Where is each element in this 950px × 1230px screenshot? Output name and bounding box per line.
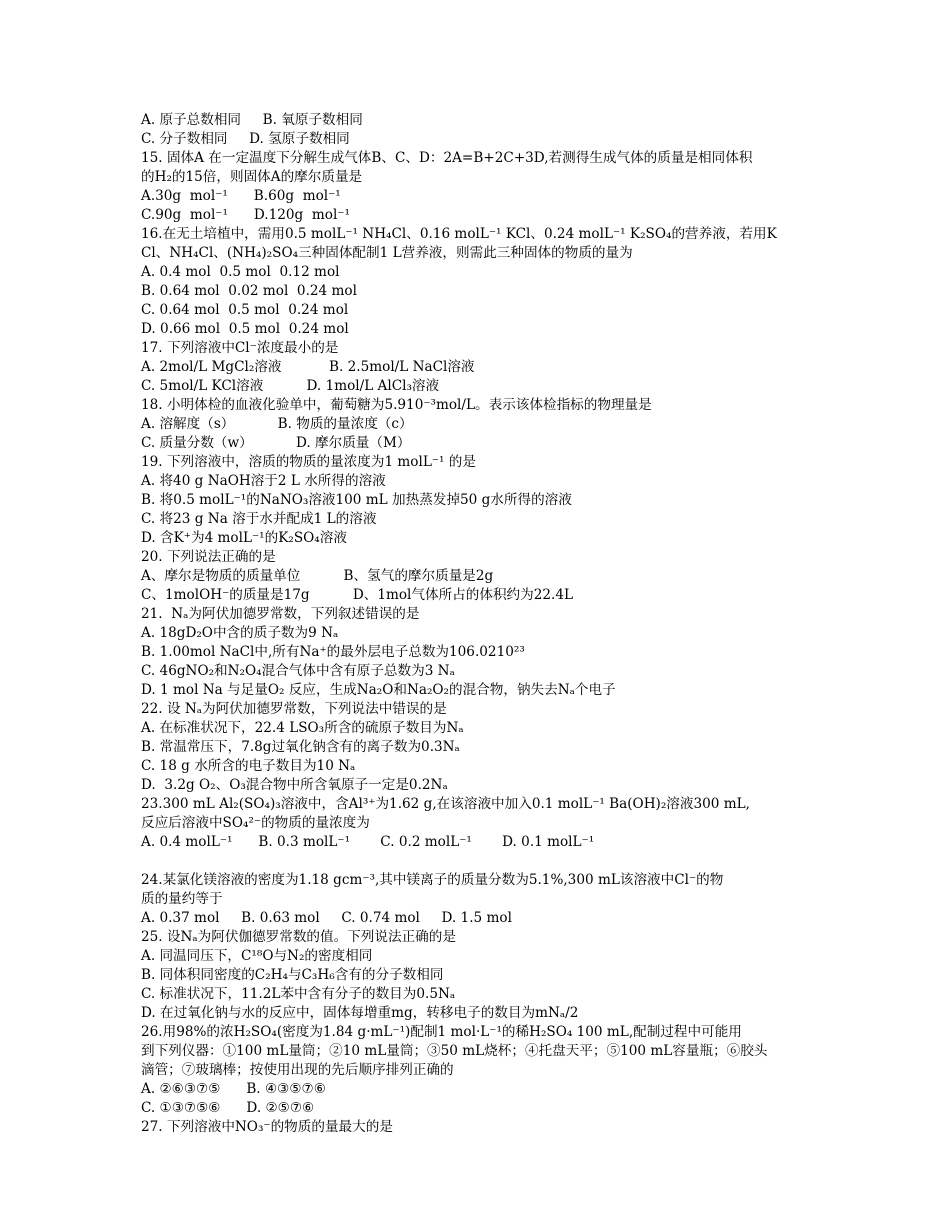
text-line: 20. 下列说法正确的是 [141, 549, 276, 565]
text-line: D. 1 mol Na 与足量O₂ 反应，生成Na₂O和Na₂O₂的混合物，钠失去Nₐ个电子 [141, 682, 616, 698]
text-line: D. 在过氧化钠与水的反应中，固体每增重mg，转移电子的数目为mNₐ/2 [141, 1005, 579, 1021]
text-line: C.90g mol⁻¹ D.120g mol⁻¹ [141, 207, 350, 223]
text-line: 25. 设Nₐ为阿伏伽德罗常数的值。下列说法正确的是 [141, 929, 456, 945]
text-line: C. 分子数相同 D. 氢原子数相同 [141, 131, 350, 147]
text-line: 滴管；⑦玻璃棒；按使用出现的先后顺序排列正确的 [141, 1062, 454, 1078]
text-line: C. 46gNO₂和N₂O₄混合气体中含有原子总数为3 Nₐ [141, 663, 455, 679]
text-line: 到下列仪器：①100 mL量筒；②10 mL量筒；③50 mL烧杯；④托盘天平；⑤100 mL容量瓶；⑥胶头 [141, 1043, 768, 1059]
text-line: B. 0.64 mol 0.02 mol 0.24 mol [141, 283, 357, 299]
text-line: 17. 下列溶液中Cl⁻浓度最小的是 [141, 340, 339, 356]
text-line: A. ②⑥③⑦⑤ B. ④③⑤⑦⑥ [141, 1081, 326, 1097]
text-line: A. 将40 g NaOH溶于2 L 水所得的溶液 [141, 473, 386, 489]
text-line: C. 18 g 水所含的电子数目为10 Nₐ [141, 758, 356, 774]
text-line: A. 18gD₂O中含的质子数为9 Nₐ [141, 625, 339, 641]
text-line: 的H₂的15倍，则固体A的摩尔质量是 [141, 169, 363, 185]
text-line: B. 常温常压下，7.8g过氧化钠含有的离子数为0.3Nₐ [141, 739, 460, 755]
text-line: 质的量约等于 [141, 891, 223, 907]
text-line: A. 0.37 mol B. 0.63 mol C. 0.74 mol D. 1.5 mol [141, 910, 512, 926]
text-line: 19. 下列溶液中，溶质的物质的量浓度为1 molL⁻¹ 的是 [141, 454, 476, 470]
text-line: B. 同体积同密度的C₂H₄与C₃H₆含有的分子数相同 [141, 967, 444, 983]
text-line: A. 同温同压下，C¹⁸O与N₂的密度相同 [141, 948, 373, 964]
text-line: C. 5mol/L KCl溶液 D. 1mol/L AlCl₃溶液 [141, 378, 440, 394]
text-line: A. 2mol/L MgCl₂溶液 B. 2.5mol/L NaCl溶液 [141, 359, 475, 375]
text-line: D. 0.66 mol 0.5 mol 0.24 mol [141, 321, 349, 337]
text-line: C. 标准状况下，11.2L苯中含有分子的数目为0.5Nₐ [141, 986, 456, 1002]
text-line: A. 溶解度（s） B. 物质的量浓度（c） [141, 416, 413, 432]
text-line: 反应后溶液中SO₄²⁻的物质的量浓度为 [141, 815, 370, 831]
text-line: 21. Nₐ为阿伏加德罗常数，下列叙述错误的是 [141, 606, 420, 622]
text-line [141, 852, 821, 871]
text-line: Cl、NH₄Cl、(NH₄)₂SO₄三种固体配制1 L营养液，则需此三种固体的物质的量为 [141, 245, 633, 261]
text-line: D. 含K⁺为4 molL⁻¹的K₂SO₄溶液 [141, 530, 347, 546]
text-line: 27. 下列溶液中NO₃⁻的物质的量最大的是 [141, 1119, 393, 1135]
text-line: D. 3.2g O₂、O₃混合物中所含氧原子一定是0.2Nₐ [141, 777, 448, 793]
text-line: A. 0.4 molL⁻¹ B. 0.3 molL⁻¹ C. 0.2 molL⁻¹ D. 0.1 molL⁻¹ [141, 834, 595, 850]
text-line: C、1molOH⁻的质量是17g D、1mol气体所占的体积约为22.4L [141, 587, 574, 603]
text-line: A. 0.4 mol 0.5 mol 0.12 mol [141, 264, 340, 280]
text-line: A. 原子总数相同 B. 氧原子数相同 [141, 112, 363, 128]
text-line: 22. 设 Nₐ为阿伏加德罗常数，下列说法中错误的是 [141, 701, 447, 717]
text-line: 23.300 mL Al₂(SO₄)₃溶液中，含Al³⁺为1.62 g,在该溶液中加入0.1 molL⁻¹ Ba(OH)₂溶液300 mL, [141, 796, 750, 812]
text-line: C. 0.64 mol 0.5 mol 0.24 mol [141, 302, 349, 318]
exam-page [141, 111, 821, 1137]
text-line: C. 质量分数（w） D. 摩尔质量（M） [141, 435, 411, 451]
text-line: 15. 固体A 在一定温度下分解生成气体B、C、D：2A=B+2C+3D,若测得生成气体的质量是相同体积 [141, 150, 753, 166]
text-line: 26.用98%的浓H₂SO₄(密度为1.84 g·mL⁻¹)配制1 mol·L⁻¹的稀H₂SO₄ 100 mL,配制过程中可能用 [141, 1024, 742, 1040]
text-line: A、摩尔是物质的质量单位 B、氢气的摩尔质量是2g [141, 568, 494, 584]
text-line: B. 1.00mol NaCl中,所有Na⁺的最外层电子总数为106.0210²³ [141, 644, 525, 660]
text-line: A.30g mol⁻¹ B.60g mol⁻¹ [141, 188, 341, 204]
text-line: 18. 小明体检的血液化验单中，葡萄糖为5.910⁻³mol/L。表示该体检指标的物理量是 [141, 397, 652, 413]
text-line: C. ①③⑦⑤⑥ D. ②⑤⑦⑥ [141, 1100, 315, 1116]
text-line: 16.在无土培植中，需用0.5 molL⁻¹ NH₄Cl、0.16 molL⁻¹ KCl、0.24 molL⁻¹ K₂SO₄的营养液，若用K [141, 226, 777, 242]
text-line: A. 在标准状况下，22.4 LSO₃所含的硫原子数目为Nₐ [141, 720, 464, 736]
text-line: B. 将0.5 molL⁻¹的NaNO₃溶液100 mL 加热蒸发掉50 g水所得的溶液 [141, 492, 572, 508]
text-line: C. 将23 g Na 溶于水并配成1 L的溶液 [141, 511, 377, 527]
text-line: 24.某氯化镁溶液的密度为1.18 gcm⁻³,其中镁离子的质量分数为5.1%,300 mL该溶液中Cl⁻的物 [141, 872, 724, 888]
